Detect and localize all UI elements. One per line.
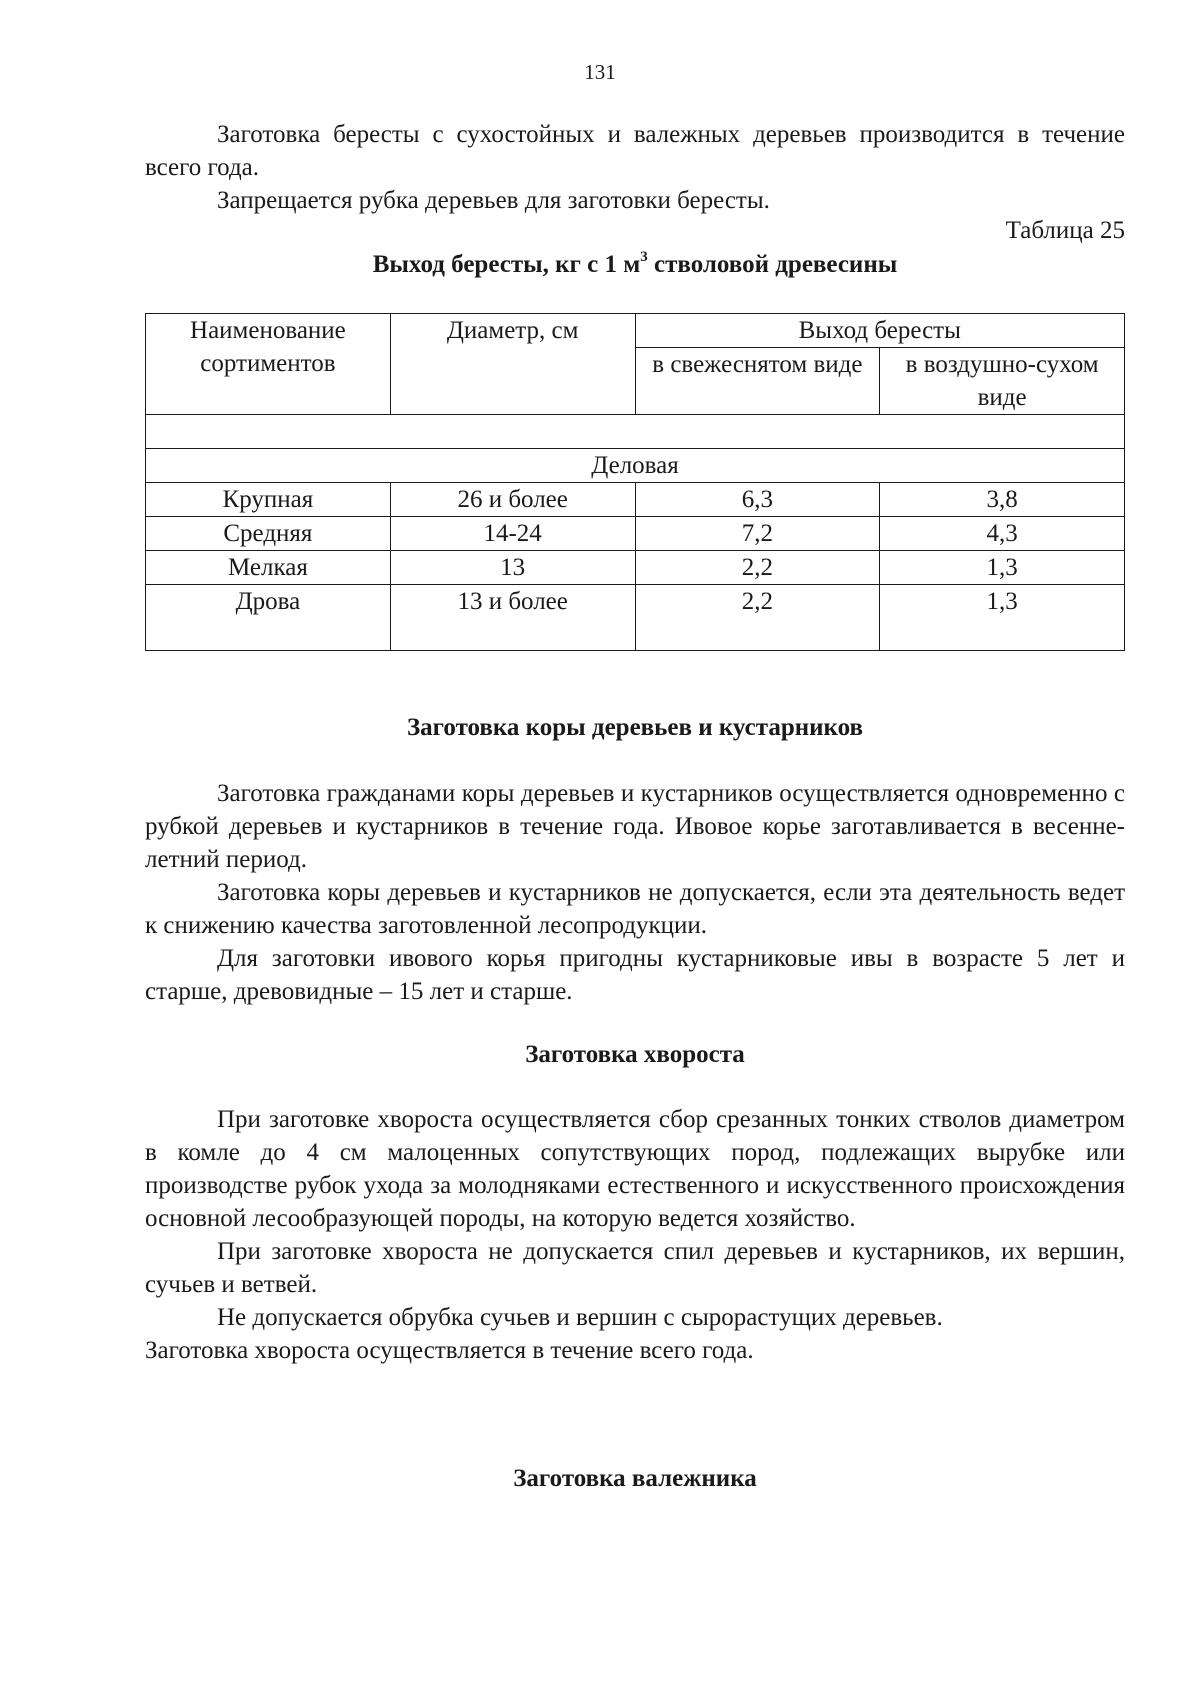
brushwood-paragraph-2: При заготовке хвороста не допускается спил деревьев и кустарников, их вершин, сучьев и ветвей. [145,1238,1125,1298]
row-diameter: 14-24 [390,517,635,551]
bark-paragraph-2: Заготовка коры деревьев и кустарников не допускается, если эта деятельность ведет к снижению качества заготовленной лесопродукции. [145,879,1125,939]
row-fresh: 6,3 [635,483,880,517]
brushwood-paragraph-1: При заготовке хвороста осуществляется сбор срезанных тонких стволов диаметром в комле до 4 см малоценных сопутствующих пород, подлежащих вырубке или производстве рубок ухода за молодняками естественного и искусственного происхождения основной лесообразующей породы, на которую ведется хозяйство. [145,1106,1125,1232]
brushwood-heading: Заготовка хвороста [525,1041,745,1068]
bark-paragraph-3: Для заготовки ивового корья пригодны кустарниковые ивы в возрасте 5 лет и старше, древовидные – 15 лет и старше. [145,945,1125,1005]
row-name: Дрова [146,585,391,651]
row-dry: 3,8 [880,483,1125,517]
row-fresh: 7,2 [635,517,880,551]
row-dry: 1,3 [880,551,1125,585]
row-dry: 1,3 [880,585,1125,651]
header-fresh: в свежеснятом виде [635,348,880,415]
row-fresh: 2,2 [635,585,880,651]
row-diameter: 26 и более [390,483,635,517]
brushwood-paragraph-3: Не допускается обрубка сучьев и вершин с сырорастущих деревьев. [217,1304,943,1331]
table-row [146,551,1125,585]
header-name: Наименование сортиментов [146,314,391,415]
bark-heading: Заготовка коры деревьев и кустарников [406,714,864,741]
row-fresh: 2,2 [635,551,880,585]
intro-paragraph-2: Запрещается рубка деревьев для заготовки бересты. [217,187,770,214]
birch-bark-yield-table [145,313,1125,651]
table-row [146,585,1125,651]
table-row [146,483,1125,517]
table-empty-row [146,415,1125,449]
intro-paragraph-1: Заготовка бересты с сухостойных и валежных деревьев производится в течение всего года. [145,121,1125,181]
row-name: Средняя [146,517,391,551]
row-diameter: 13 и более [390,585,635,651]
row-name: Мелкая [146,551,391,585]
page-number: 131 [584,60,616,84]
intro-section [145,118,1125,217]
table-title-superscript: 3 [640,248,648,265]
brushwood-section [145,1103,1125,1367]
row-name: Крупная [146,483,391,517]
bark-section [145,777,1125,1008]
table-title-tail: стволовой древесины [647,251,898,278]
brushwood-paragraph-4: Заготовка хвороста осуществляется в течение всего года. [145,1337,754,1364]
header-yield: Выход бересты [635,314,1125,348]
header-dry: в воздушно-сухом виде [880,348,1125,415]
deadwood-heading: Заготовка валежника [513,1465,757,1492]
table-section-label: Деловая [146,449,1125,483]
bark-paragraph-1: Заготовка гражданами коры деревьев и кустарников осуществляется одновременно с рубкой деревьев и кустарников в течение года. Ивовое корье заготавливается в весенне-летний период. [145,780,1125,873]
table-label: Таблица 25 [1005,217,1125,244]
header-diameter: Диаметр, см [390,314,635,415]
table-title-main: Выход бересты, кг с 1 м [372,251,641,278]
table-title [145,248,1125,281]
row-dry: 4,3 [880,517,1125,551]
row-diameter: 13 [390,551,635,585]
table-row [146,517,1125,551]
